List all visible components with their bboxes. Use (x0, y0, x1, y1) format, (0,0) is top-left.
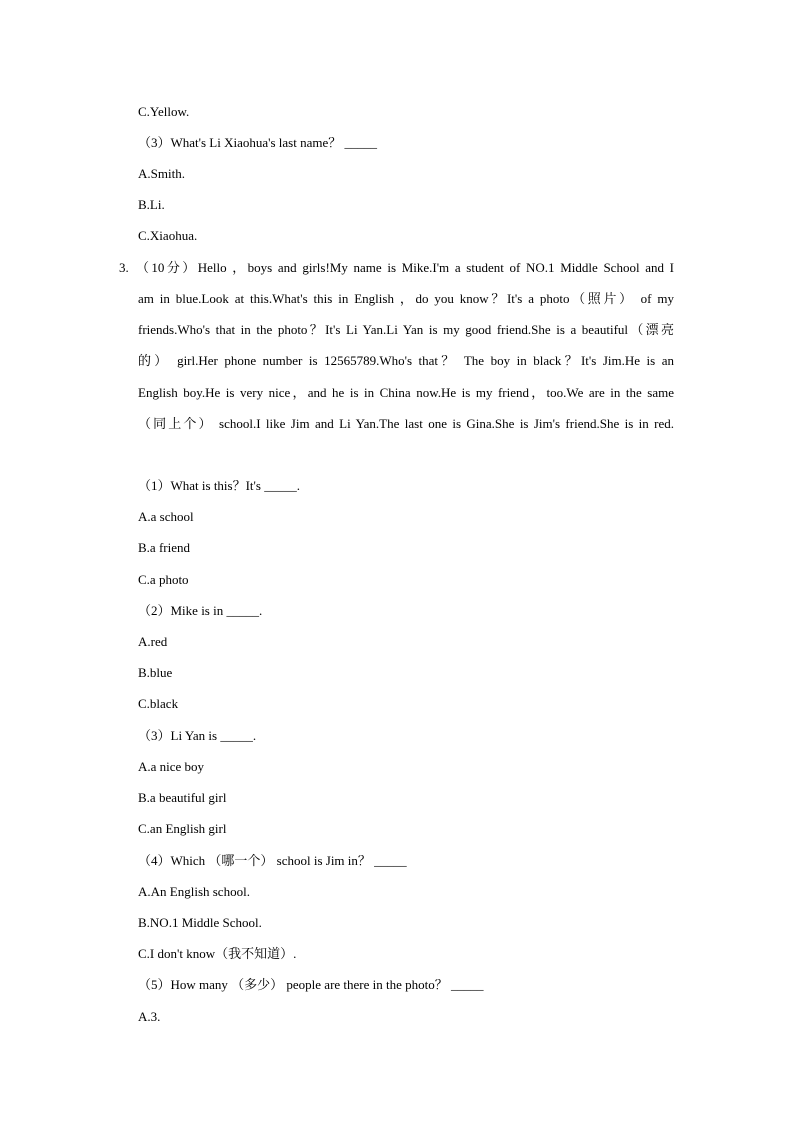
prev-q3-option-a: A.Smith. (138, 166, 185, 181)
prev-option-c: C.Yellow. (138, 104, 190, 119)
option: C.a photo (138, 572, 189, 587)
option: C.black (138, 696, 179, 711)
option: A.An English school. (138, 884, 250, 899)
prev-q3-option-b: B.Li. (138, 197, 165, 212)
passage-line: （同上个） school.I like Jim and Li Yan.The last one is Gina.She is Jim's friend.She is in red. (138, 416, 674, 431)
prev-sub-question-3: （3）What's Li Xiaohua's last name？ _____ (138, 135, 378, 150)
question-number: 3. (119, 260, 129, 275)
option: C.I don't know（我不知道）. (138, 946, 297, 961)
option: C.an English girl (138, 821, 227, 836)
sub-question-stem: （1）What is this？It's _____. (138, 478, 300, 493)
passage-line: friends.Who's that in the photo？It's Li Yan.Li Yan is my good friend.She is a beautiful（漂亮 (138, 322, 674, 337)
option: A.a nice boy (138, 759, 205, 774)
prev-q3-option-c: C.Xiaohua. (138, 228, 198, 243)
option: B.a friend (138, 540, 190, 555)
option: B.a beautiful girl (138, 790, 227, 805)
sub-question-stem: （4）Which （哪一个） school is Jim in？ _____ (138, 853, 407, 868)
option: B.blue (138, 665, 173, 680)
passage-line: English boy.He is very nice，and he is in China now.He is my friend，too.We are in the same (138, 385, 674, 400)
passage-line: （10分）Hello ，boys and girls!My name is Mike.I'm a student of NO.1 Middle School and I (136, 260, 674, 275)
sub-question-stem: （3）Li Yan is _____. (138, 728, 257, 743)
sub-question-stem: （5）How many （多少） people are there in the photo？ _____ (138, 977, 484, 992)
option: A.a school (138, 509, 194, 524)
sub-question-stem: （2）Mike is in _____. (138, 603, 263, 618)
passage-line: am in blue.Look at this.What's this in English ，do you know？It's a photo（照片） of my (138, 291, 674, 306)
option: A.3. (138, 1009, 161, 1024)
passage-line: 的） girl.Her phone number is 12565789.Who's that？ The boy in black？It's Jim.He is an (138, 353, 674, 368)
option: B.NO.1 Middle School. (138, 915, 262, 930)
option: A.red (138, 634, 168, 649)
